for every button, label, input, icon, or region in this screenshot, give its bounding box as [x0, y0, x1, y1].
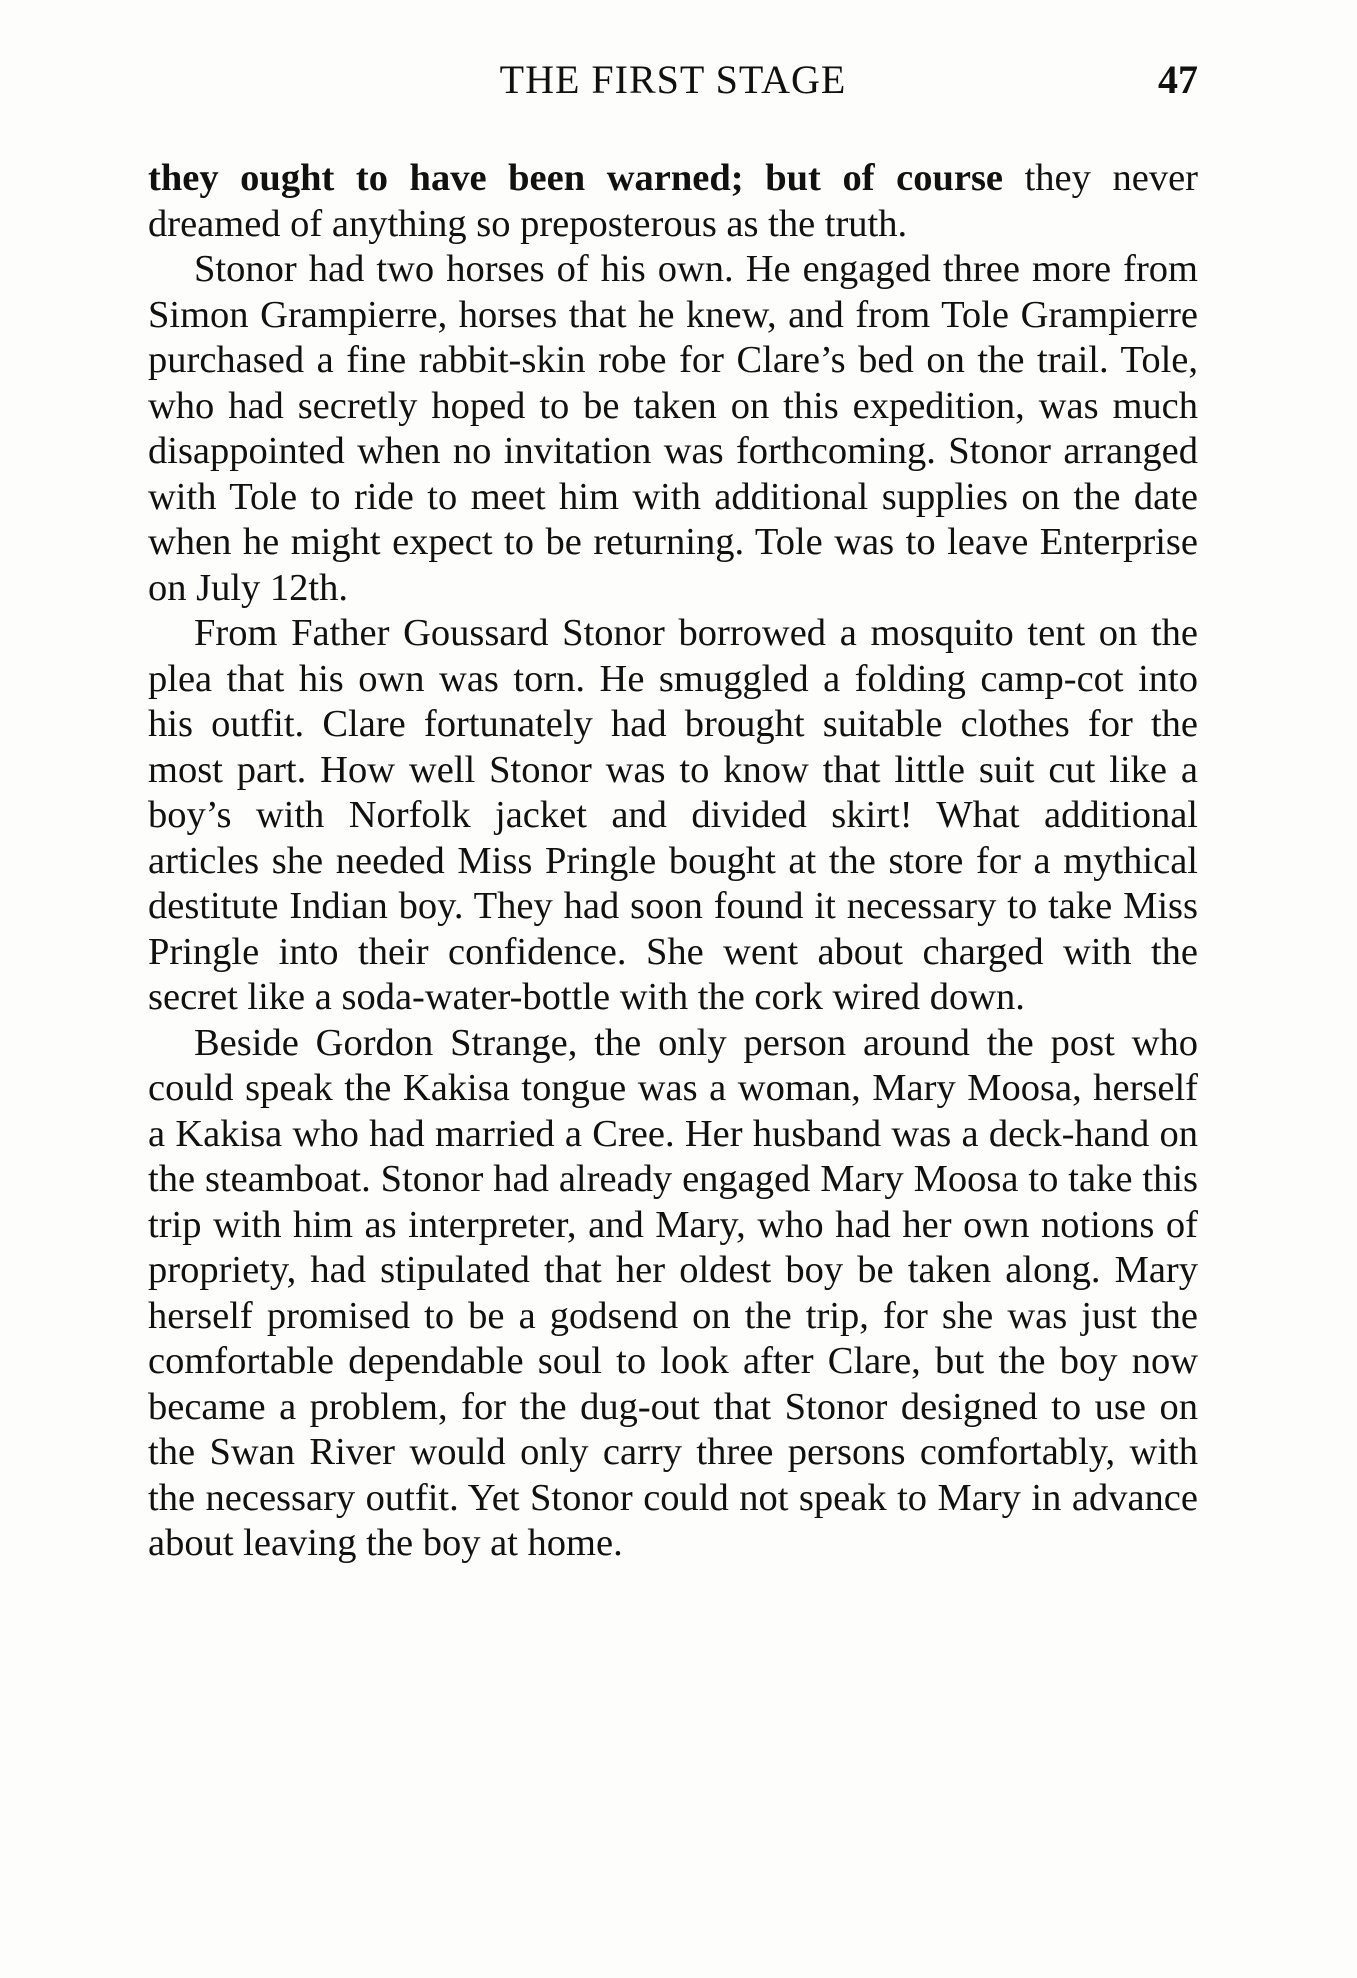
body-text	[148, 156, 1198, 1567]
paragraph-1-lead: they ought to have been warned; but of course	[148, 157, 1004, 199]
paragraph-2: Stonor had two horses of his own. He engaged three more from Simon Grampierre, horses that he knew, and from Tole Grampierre purchased a fine rabbit-skin robe for Clare’s bed on the trail. Tole, who had secretly hoped to be taken on this expedition, was much disappointed when no invitation was forthcoming. Stonor arranged with Tole to ride to meet him with additional supplies on the date when he might expect to be returning. Tole was to leave Enterprise on July 12th.	[148, 248, 1198, 609]
paragraph-4: Beside Gordon Strange, the only person around the post who could speak the Kakisa tongue was a woman, Mary Moosa, herself a Kakisa who had married a Cree. Her husband was a deck-hand on the steamboat. Stonor had already engaged Mary Moosa to take this trip with him as interpreter, and Mary, who had her own notions of propriety, had stipulated that her oldest boy be taken along. Mary herself promised to be a godsend on the trip, for she was just the comfortable dependable soul to look after Clare, but the boy now became a problem, for the dug-out that Stonor designed to use on the Swan River would only carry three persons comfortably, with the necessary outfit. Yet Stonor could not speak to Mary in advance about leaving the boy at home.	[148, 1021, 1198, 1564]
running-head	[148, 56, 1198, 116]
paragraph-1	[148, 156, 1198, 247]
paragraph-3: From Father Goussard Stonor borrowed a mosquito tent on the plea that his own was torn. He smuggled a folding camp-cot into his outfit. Clare fortunately had brought suitable clothes for the most part. How well Stonor was to know that little suit cut like a boy’s with Norfolk jacket and divided skirt! What additional articles she needed Miss Pringle bought at the store for a mythical destitute Indian boy. They had soon found it necessary to take Miss Pringle into their confidence. She went about charged with the secret like a soda-water-bottle with the cork wired down.	[148, 612, 1198, 1018]
paragraph-1-text: they never dreamed of anything so preposterous as the truth.	[148, 157, 1198, 245]
page-number: 47	[1158, 57, 1198, 102]
running-title: THE FIRST STAGE	[499, 57, 847, 102]
